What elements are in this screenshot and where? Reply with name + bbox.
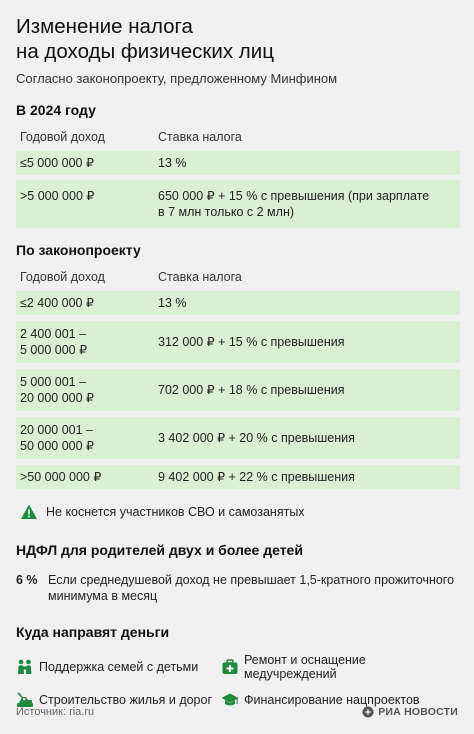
income-line: 5 000 001 –	[20, 375, 87, 389]
table-header-proposed	[16, 270, 458, 284]
exemption-note	[16, 503, 458, 521]
table-row	[16, 291, 460, 315]
income-line: 20 000 000 ₽	[20, 391, 94, 405]
destinations-grid	[16, 653, 458, 709]
title-line-2: на доходы физических лиц	[16, 40, 274, 63]
destination-label: Строительство жилья и дорог	[39, 693, 213, 707]
section-heading-proposed: По законопроекту	[16, 242, 141, 258]
destination-item	[16, 653, 221, 681]
table-row	[16, 321, 460, 363]
page-title	[16, 0, 458, 64]
destination-label: Поддержка семей с детьми	[39, 660, 199, 674]
brand-name: РИА НОВОСТИ	[378, 706, 458, 718]
brand-logo	[362, 706, 458, 718]
income-cell: >5 000 000 ₽	[20, 189, 95, 203]
table-row	[16, 417, 460, 459]
income-cell	[16, 422, 158, 454]
column-header-rate: Ставка налога	[158, 270, 242, 284]
table-row	[16, 369, 460, 411]
section-heading-2024: В 2024 году	[16, 102, 96, 118]
section-heading-ndfl: НДФЛ для родителей двух и более детей	[16, 542, 303, 558]
income-line: 50 000 000 ₽	[20, 439, 94, 453]
ria-logo-icon	[362, 706, 374, 718]
ndfl-condition	[48, 572, 454, 604]
rate-cell	[158, 188, 460, 220]
rate-cell: 9 402 000 ₽ + 22 % с превышения	[158, 470, 355, 484]
rate-cell: 312 000 ₽ + 15 % с превышения	[158, 335, 345, 349]
table-row	[16, 465, 460, 489]
column-header-income: Годовой доход	[20, 270, 105, 284]
family-icon	[16, 658, 34, 676]
rate-cell: 702 000 ₽ + 18 % с превышения	[158, 383, 345, 397]
note-text: Не коснется участников СВО и самозанятых	[46, 505, 305, 519]
title-line-1: Изменение налога	[16, 15, 193, 38]
ndfl-condition-line: минимума в месяц	[48, 589, 158, 603]
page-subtitle: Согласно законопроекту, предложенному Минфином	[16, 71, 338, 86]
income-cell	[16, 374, 158, 406]
income-line: 20 000 001 –	[20, 423, 93, 437]
rate-cell: 13 %	[158, 296, 187, 310]
income-cell: ≤5 000 000 ₽	[20, 156, 94, 170]
ndfl-condition-line: Если среднедушевой доход не превышает 1,5-кратного прожиточного	[48, 573, 455, 587]
warning-icon	[20, 503, 38, 521]
rate-cell: 3 402 000 ₽ + 20 % с превышения	[158, 431, 355, 445]
rate-line: 650 000 ₽ + 15 % с превышения (при зарплате	[158, 189, 430, 203]
section-heading-destinations: Куда направят деньги	[16, 624, 170, 640]
table-row	[16, 180, 460, 228]
destination-label: Ремонт и оснащение медучреждений	[244, 653, 366, 681]
rate-line: в 7 млн только с 2 млн)	[158, 205, 295, 219]
ndfl-percent: 6 %	[16, 573, 38, 587]
income-cell: ≤2 400 000 ₽	[20, 296, 94, 310]
income-cell: >50 000 000 ₽	[20, 470, 102, 484]
table-row	[16, 151, 460, 175]
ndfl-rate-row	[16, 572, 458, 604]
source-text: Источник: ria.ru	[16, 706, 95, 718]
table-header-2024	[16, 130, 458, 144]
income-line: 5 000 000 ₽	[20, 343, 88, 357]
column-header-rate: Ставка налога	[158, 130, 242, 144]
rate-cell: 13 %	[158, 156, 187, 170]
destination-item	[221, 653, 458, 681]
footer	[16, 706, 458, 718]
income-cell	[16, 326, 158, 358]
column-header-income: Годовой доход	[20, 130, 105, 144]
destination-label: Финансирование нацпроектов	[244, 693, 420, 707]
medical-kit-icon	[221, 658, 239, 676]
income-line: 2 400 001 –	[20, 327, 87, 341]
